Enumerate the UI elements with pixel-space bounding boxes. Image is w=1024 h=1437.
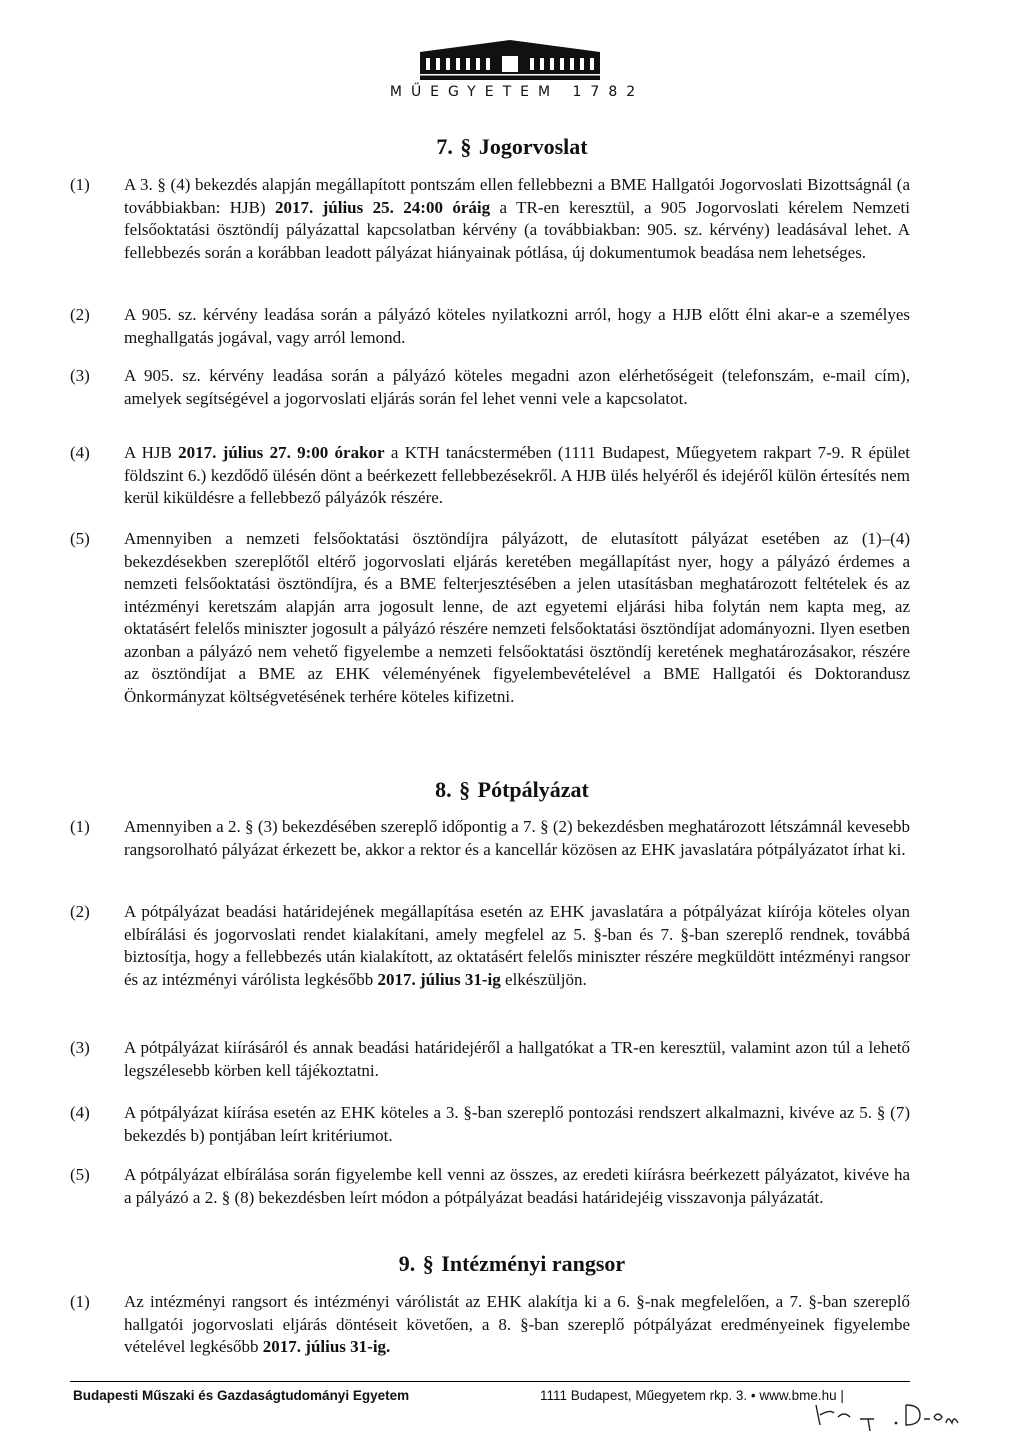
bold-text-segment: 2017. július 31-ig bbox=[377, 969, 501, 989]
paragraph-number: (2) bbox=[70, 305, 90, 324]
bme-logo bbox=[360, 38, 660, 100]
paragraph-8-1 bbox=[70, 816, 910, 861]
paragraph-number: (5) bbox=[70, 1165, 90, 1184]
section-heading-7 bbox=[0, 134, 1024, 160]
text-segment: A pótpályázat kiírása esetén az EHK köteles a 3. §-ban szereplő pontozási rendszert alkalmazni, kivéve az 5. § (7) bekezdés b) pontjában leírt kritériumot. bbox=[124, 1103, 910, 1145]
paragraph-text bbox=[124, 1102, 910, 1147]
footer-address: 1111 Budapest, Műegyetem rkp. 3. • www.bme.hu | bbox=[540, 1388, 844, 1403]
paragraph-number: (3) bbox=[70, 1038, 90, 1057]
text-segment: A 3. § (4) bekezdés alapján megállapított pontszám ellen fellebbezni a BME Hallgatói Jogorvoslati Bizottságnál (a továbbiakban: HJB) bbox=[124, 175, 910, 217]
paragraph-text bbox=[124, 528, 910, 708]
paragraph-text bbox=[124, 901, 910, 991]
section-title: Intézményi rangsor bbox=[441, 1251, 626, 1276]
section-symbol: § bbox=[460, 134, 472, 159]
paragraph-number: (1) bbox=[70, 1292, 90, 1311]
paragraph-8-3 bbox=[70, 1037, 910, 1082]
footer-divider bbox=[70, 1381, 910, 1382]
paragraph-text bbox=[124, 1291, 910, 1359]
paragraph-7-5 bbox=[70, 528, 910, 708]
paragraph-7-3 bbox=[70, 365, 910, 410]
paragraph-text bbox=[124, 1164, 910, 1209]
section-title: Pótpályázat bbox=[477, 777, 589, 802]
section-symbol: § bbox=[422, 1251, 434, 1276]
text-segment: A pótpályázat elbírálása során figyelembe kell venni az összes, az eredeti kiírásra beérkezett pályázatot, kivéve ha a pályázó a 2. § (8) bekezdésben leírt módon a pótpályázat beadási határidejéig visszavonja pályázatát. bbox=[124, 1165, 910, 1207]
paragraph-number: (4) bbox=[70, 443, 90, 462]
paragraph-7-2 bbox=[70, 304, 910, 349]
handwritten-initials bbox=[808, 1395, 978, 1435]
section-heading-8 bbox=[0, 777, 1024, 803]
text-segment: Az intézményi rangsort és intézményi várólistát az EHK alakítja ki a 6. §-nak megfelelően, a 7. §-ban szereplő hallgatói jogorvoslati eljárás döntéseit követően, a 8. §-ban szereplő pótpályázat eredményeinek figyelembe vételével legkésőbb bbox=[124, 1292, 910, 1356]
building-logo-icon bbox=[410, 38, 610, 82]
section-title: Jogorvoslat bbox=[478, 134, 588, 159]
paragraph-number: (1) bbox=[70, 175, 90, 194]
text-segment: A pótpályázat beadási határidejének megállapítása esetén az EHK javaslatára a pótpályázat kiírója köteles olyan elbírálási és jogorvoslati rendet kialakítani, amely megfelel az 5. §-ban és 7. §-ban szereplő rendnek, továbbá biztosítja, hogy a fellebbezés után kialakított, az oktatásért felelős miniszter részére megküldött intézményi rangsor és az intézményi várólista legkésőbb bbox=[124, 902, 910, 989]
section-number: 8. bbox=[435, 777, 452, 802]
paragraph-8-2 bbox=[70, 901, 910, 991]
paragraph-8-5 bbox=[70, 1164, 910, 1209]
text-segment: Amennyiben a 2. § (3) bekezdésében szereplő időpontig a 7. § (2) bekezdésben meghatározott létszámnál kevesebb rangsorolható pályázat érkezett be, akkor a rektor és a kancellár közösen az EHK javaslatára pótpályázatot írhat ki. bbox=[124, 817, 910, 859]
text-segment: A HJB bbox=[124, 443, 179, 462]
paragraph-7-1 bbox=[70, 174, 910, 264]
text-segment: Amennyiben a nemzeti felsőoktatási ösztöndíjra pályázott, de elutasított pályázat esetében az (1)–(4) bekezdésekben szereplőtől eltérő jogorvoslati eljárás keretében megállapítást nyer, hogy a pályázó érdemes a nemzeti felsőoktatási ösztöndíjra, és a BME felterjesztésében a jelen utasításban meghatározott feltételek és az intézményi keretszám alapján arra jogosult lenne, de azt egyetemi eljárási hiba folytán nem kapta meg, az oktatásért felelős miniszter jogosult a pályázó részére nemzeti felsőoktatási ösztöndíjat adományozni. Ilyen esetben azonban a pályázó nem vehető figyelembe a nemzeti felsőoktatási ösztöndíj keretének meghatározásakor, részére az ösztöndíjat a BME az EHK véleményének figyelembevételével a BME Hallgatói és Doktorandusz Önkormányzat költségvetésének terhére köteles kifizetni. bbox=[124, 529, 910, 706]
paragraph-text bbox=[124, 1037, 910, 1082]
text-segment: A 905. sz. kérvény leadása során a pályázó köteles nyilatkozni arról, hogy a HJB előtt élni akar-e a személyes meghallgatás jogával, vagy arról lemond. bbox=[124, 305, 910, 347]
paragraph-text bbox=[124, 174, 910, 264]
bold-text-segment: 2017. július 27. 9:00 órakor bbox=[178, 443, 385, 462]
paragraph-7-4 bbox=[70, 442, 910, 510]
paragraph-number: (4) bbox=[70, 1103, 90, 1122]
text-segment: elkészüljön. bbox=[500, 969, 587, 989]
text-segment: A pótpályázat kiírásáról és annak beadási határidejéről a hallgatókat a TR-en keresztül, valamint azon túl a lehető legszélesebb körben kell tájékoztatni. bbox=[124, 1038, 910, 1080]
text-segment: a TR-en keresztül, a 905 Jogorvoslati kérelem Nemzeti felsőoktatási ösztöndíj pályázattal kapcsolatban kérvény (a továbbiakban: 905. sz. kérvény) leadásával lehet. A fellebbezés során a korábban leadott pályázat hiányainak pótlása, új dokumentumok beadása nem lehetséges. bbox=[124, 197, 910, 262]
paragraph-text bbox=[124, 816, 910, 861]
paragraph-text bbox=[124, 304, 910, 349]
text-segment: A 905. sz. kérvény leadása során a pályázó köteles megadni azon elérhetőségeit (telefonszám, e-mail cím), amelyek segítségével a jogorvoslati eljárás során fel lehet venni vele a kapcsolatot. bbox=[124, 366, 910, 408]
text-segment: a KTH tanácstermében (1111 Budapest, Műegyetem rakpart 7-9. R épület földszint 6.) kezdődő ülésén dönt a beérkezett fellebbezésekről. A HJB ülés helyéről és idejéről külön értesítés nem kerül kiküldésre a fellebbező pályázók részére. bbox=[124, 443, 910, 507]
paragraph-number: (3) bbox=[70, 366, 90, 385]
paragraph-8-4 bbox=[70, 1102, 910, 1147]
bold-text-segment: 2017. július 31-ig. bbox=[262, 1337, 391, 1356]
section-number: 7. bbox=[436, 134, 453, 159]
paragraph-text bbox=[124, 365, 910, 410]
paragraph-number: (2) bbox=[70, 902, 90, 921]
paragraph-number: (5) bbox=[70, 529, 90, 548]
paragraph-9-1 bbox=[70, 1291, 910, 1359]
logo-caption: MŰEGYETEM 1782 bbox=[389, 84, 645, 100]
section-number: 9. bbox=[398, 1251, 416, 1276]
section-symbol: § bbox=[459, 777, 471, 802]
bold-text-segment: 2017. július 25. 24:00 óráig bbox=[274, 197, 491, 217]
paragraph-number: (1) bbox=[70, 817, 90, 836]
footer-institution: Budapesti Műszaki és Gazdaságtudományi Egyetem bbox=[73, 1388, 410, 1403]
paragraph-text bbox=[124, 442, 910, 510]
section-heading-9 bbox=[0, 1251, 1024, 1277]
